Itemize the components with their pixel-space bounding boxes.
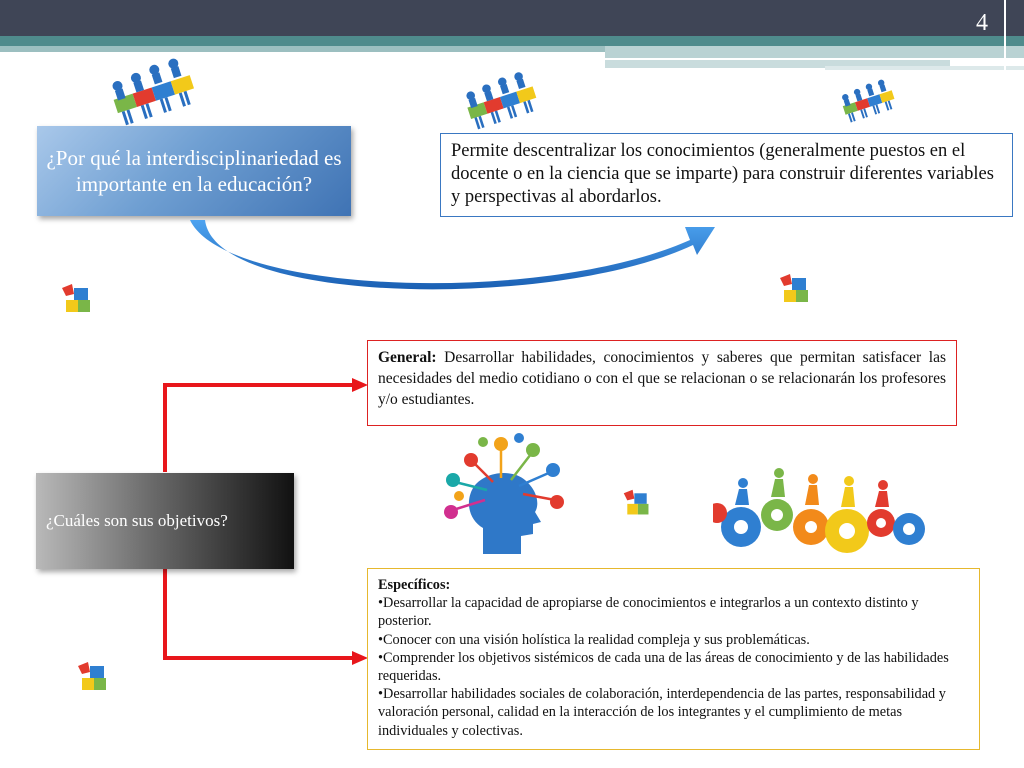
answer-text: Permite descentralizar los conocimientos (generalmente puestos en el docente o en la ciencia que se imparte) para construir diferentes variables y perspectivas al abordarlos. xyxy=(451,141,994,207)
header-divider xyxy=(1004,0,1006,70)
header-stripe xyxy=(0,36,1024,46)
slide-number: 4 xyxy=(976,10,988,36)
specific-objectives-box[interactable] xyxy=(367,568,980,750)
team-puzzle-icon xyxy=(105,56,210,126)
curved-arrow-icon xyxy=(185,215,725,295)
puzzle-piece-icon xyxy=(60,282,94,316)
specific-title: Específicos: xyxy=(378,577,451,593)
general-label: General: xyxy=(378,349,437,366)
header-stripe-light xyxy=(0,46,605,52)
specific-item: •Desarrollar habilidades sociales de colaboración, interdependencia de las partes, responsabilidad y valoración personal, calidad en la interacción de los integrantes y el cumplimiento de metas individuales y colectivas. xyxy=(378,686,946,739)
team-puzzle-icon xyxy=(460,70,550,130)
question-text: ¿Por qué la interdisciplinariedad es importante en la educación? xyxy=(46,146,342,196)
specific-item: •Conocer con una visión holística la realidad compleja y sus problemáticas. xyxy=(378,631,810,648)
header-stripe-light xyxy=(605,46,1024,58)
question-box[interactable] xyxy=(37,126,351,216)
header-bar xyxy=(0,0,1024,36)
objectives-label: ¿Cuáles son sus objetivos? xyxy=(46,511,228,530)
gears-runners-icon xyxy=(713,465,925,562)
header-stripe-light xyxy=(825,66,1024,70)
head-ideas-icon xyxy=(443,432,568,559)
objectives-box[interactable] xyxy=(36,473,294,569)
general-text: Desarrollar habilidades, conocimientos y saberes que permitan satisfacer las necesidades del medio cotidiano o con el que se relacionan o se relacionarán los profesores y/o estudiantes. xyxy=(378,349,946,408)
specific-item: •Comprender los objetivos sistémicos de cada una de las áreas de conocimiento y de las habilidades requeridas. xyxy=(378,649,949,685)
answer-box[interactable] xyxy=(440,133,1013,217)
puzzle-piece-icon xyxy=(622,488,652,518)
specific-item: •Desarrollar la capacidad de apropiarse de conocimientos e integrarlos a un contexto distinto y posterior. xyxy=(378,595,919,630)
general-objective-box[interactable] xyxy=(367,340,957,426)
puzzle-piece-icon xyxy=(778,272,812,306)
puzzle-piece-icon xyxy=(76,660,110,694)
team-puzzle-icon xyxy=(836,78,906,123)
